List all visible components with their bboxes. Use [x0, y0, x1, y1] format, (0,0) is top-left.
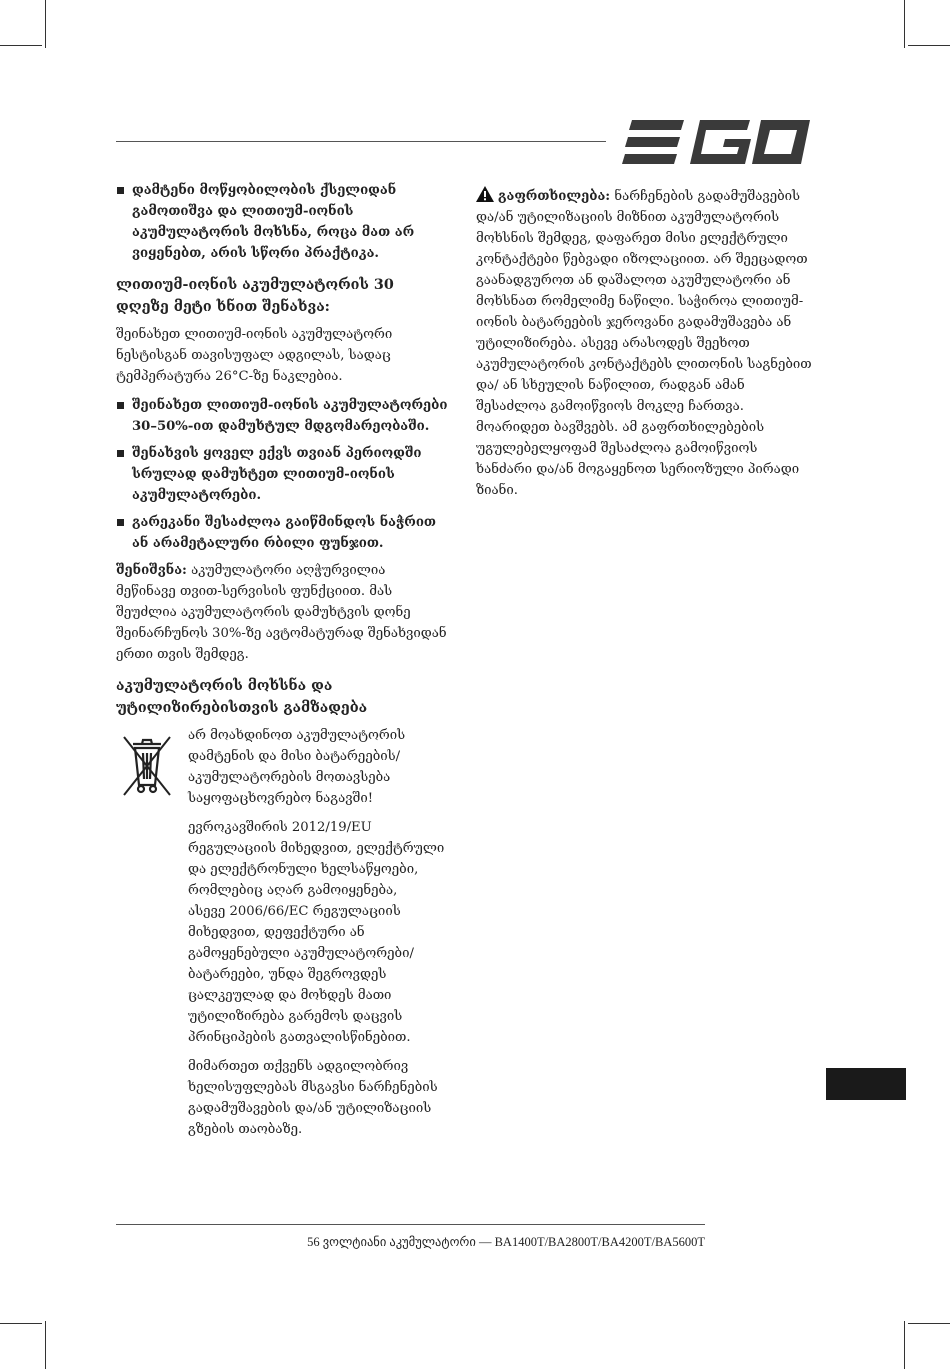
list-item: შენახვის ყოველ ექვს თვიან პერიოდში სრულად დამუხტეთ ლითიუმ-იონის აკუმულატორები. — [116, 443, 448, 506]
note-text: აკუმულატორი აღჭურვილია მეწინავე თვით-სერვისის ფუნქციით. მას შეუძლია აკუმულატორის დამუხტვის დონე შეინარჩუნოს 30%-ზე ავტომატურად შენახვიდან ერთი თვის შემდეგ. — [116, 563, 447, 662]
disposal-text — [188, 725, 448, 1148]
ego-logo — [622, 120, 810, 164]
storage-text: შეინახეთ ლითიუმ-იონის აკუმულატორი ნესტისგან თავისუფალ ადგილას, სადაც ტემპერატურა 26°C-ზე ნაკლებია. — [116, 327, 393, 384]
crossed-bin-icon — [116, 725, 188, 1148]
note-label: შენიშვნა: — [116, 563, 187, 578]
warning-label: გაფრთხილება: — [498, 189, 611, 204]
crop-mark — [904, 0, 905, 48]
disposal-text-ec: ასევე 2006/66/EC რეგულაციის მიხედვით, დეფექტური ან გამოყენებული აკუმულატორები/ ბატარეები, უნდა შეგროვდეს ცალკეულად და მოხდეს მათი უტილიზირება გარემოს დაცვის პრინციპების გათვალისწინებით. — [188, 904, 414, 1045]
warning-icon — [476, 186, 494, 202]
header-rule — [116, 141, 606, 142]
list-item: დამტენი მოწყობილობის ქსელიდან გამოთიშვა და ლითიუმ-იონის აკუმულატორის მოხსნა, როცა მათ არ ვიყენებთ, არის სწორი პრაქტიკა. — [116, 180, 448, 264]
disposal-heading: აკუმულატორის მოხსნა და უტილიზირებისთვის გამზადება — [116, 678, 368, 716]
crop-mark — [908, 1323, 950, 1324]
right-column — [476, 186, 816, 509]
disposal-paragraph: არ მოახდინოთ აკუმულატორის დამტენის და მისი ბატარეების/ აკუმულატორების მოთავსება საყოფაცხოვრებო ნაგავში! — [188, 728, 406, 806]
disposal-section — [116, 725, 448, 1148]
disposal-paragraph: მიმართეთ თქვენს ადგილობრივ ხელისუფლებას მსგავსი ნარჩენების გადამუშავების და/ან უტილიზაციის გზების თაობაზე. — [188, 1059, 438, 1137]
warning-paragraph — [476, 186, 816, 501]
crop-mark — [45, 0, 46, 48]
section-tab — [826, 1068, 906, 1100]
page-footer: 56 ვოლტიანი აკუმულატორი — BA1400T/BA2800T/BA4200T/BA5600T — [307, 1235, 705, 1249]
storage-heading: ლითიუმ-იონის აკუმულატორის 30 დღეზე მეტი ხნით შენახვა: — [116, 277, 394, 315]
crop-mark — [0, 1323, 42, 1324]
list-item: გარეკანი შესაძლოა გაიწმინდოს ნაჭრით ან არამეტალური რბილი ფუნჯით. — [116, 512, 448, 554]
list-item: შეინახეთ ლითიუმ-იონის აკუმულატორები 30–50%-ით დამუხტულ მდგომარეობაში. — [116, 395, 448, 437]
crop-mark — [0, 45, 42, 46]
disposal-text-eu: ევროკავშირის 2012/19/EU რეგულაციის მიხედვით, ელექტრული და ელექტრონული ხელსაწყოები, რომლებიც აღარ გამოიყენება, — [188, 820, 445, 898]
footer-rule — [116, 1224, 705, 1225]
crop-mark — [904, 1321, 905, 1369]
disposal-paragraph — [188, 817, 448, 1048]
note-paragraph — [116, 560, 448, 665]
warning-text: ნარჩენების გადამუშავების და/ან უტილიზაციის მიზნით აკუმულატორის მოხსნის შემდეგ, დაფარეთ მისი ელექტრული კონტაქტები წებვადი იზოლაციით. არ შეეცადოთ გაანადგუროთ ან დაშალოთ აკუმულატორი ან მოხსნათ რომელიმე ნაწილი. საჭიროა ლითიუმ-იონის ბატარეების ჯეროვანი გადამუშავება ან უტილიზირება. ასევე არასოდეს შეეხოთ აკუმულატორის კონტაქტებს ლითონის საგნებით და/ ან სხეულის ნაწილით, რადგან ამან შესაძლოა გამოიწვიოს მოკლე ჩართვა. მოარიდეთ ბავშვებს. ამ გაფრთხილებების უგულებელყოფამ შესაძლოა გამოიწვიოს ხანძარი და/ან მოგაყენოთ სერიოზული პირადი ზიანი. — [476, 189, 812, 498]
crop-mark — [45, 1321, 46, 1369]
crop-mark — [908, 45, 950, 46]
left-column — [116, 180, 448, 1148]
